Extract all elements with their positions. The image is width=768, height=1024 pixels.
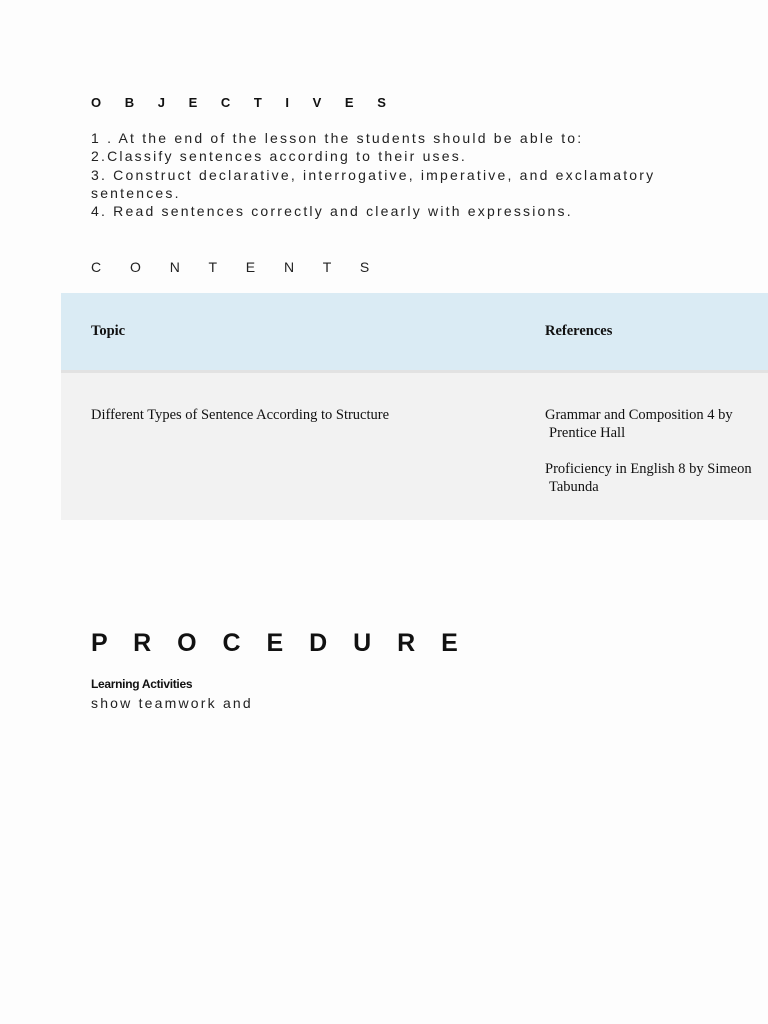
objectives-list: [91, 129, 741, 220]
contents-heading: C O N T E N T S: [91, 259, 382, 275]
learning-activities-label: Learning Activities: [91, 677, 193, 691]
objective-item: 3. Construct declarative, interrogative, imperative, and exclamatory sentences.: [91, 166, 656, 201]
contents-table: [61, 293, 768, 520]
topic-cell: Different Types of Sentence According to Structure: [91, 406, 390, 423]
table-row: [61, 371, 768, 520]
procedure-heading: P R O C E D U R E: [91, 629, 468, 657]
column-header-references: References: [545, 293, 768, 371]
learning-activities-text: show teamwork and: [91, 695, 253, 711]
objective-item: 2.Classify sentences according to their uses.: [91, 148, 468, 165]
reference-item: [545, 406, 768, 442]
objective-item: 4. Read sentences correctly and clearly with expressions.: [91, 203, 573, 220]
reference-line: Prentice Hall: [549, 424, 626, 441]
reference-line: Tabunda: [549, 478, 599, 495]
reference-line: Grammar and Composition 4 by: [545, 406, 733, 423]
references-cell: [545, 371, 768, 520]
reference-line: Proficiency in English 8 by Simeon: [545, 460, 752, 477]
column-header-topic: Topic: [61, 293, 545, 371]
reference-item: [545, 460, 768, 496]
objective-item: 1 . At the end of the lesson the students should be able to:: [91, 130, 584, 146]
table-header-row: [61, 293, 768, 371]
objectives-heading: O B J E C T I V E S: [91, 95, 396, 110]
